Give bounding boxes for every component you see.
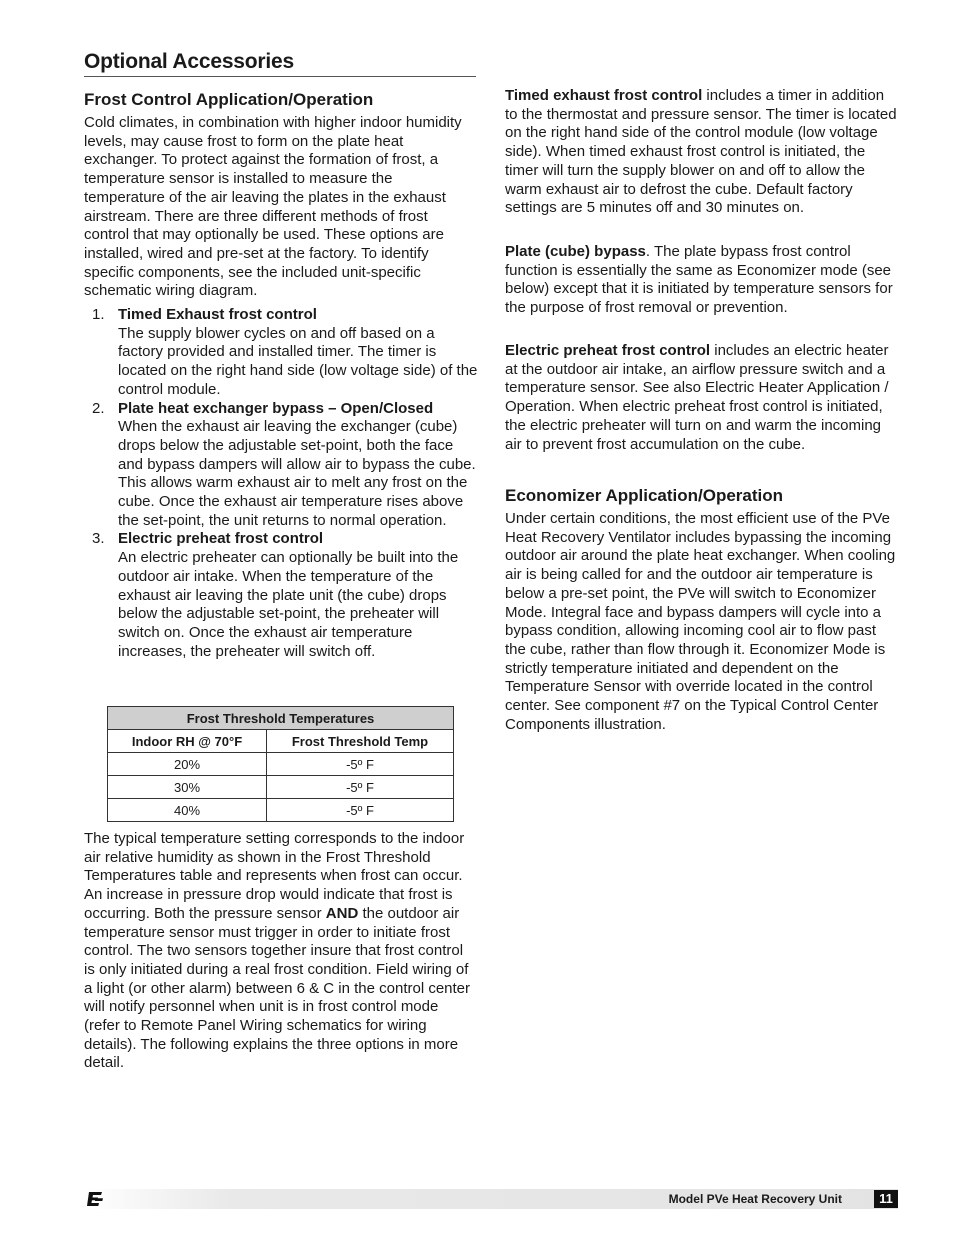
- economizer-heading: Economizer Application/Operation: [505, 486, 784, 505]
- electric-preheat-text: includes an electric heater at the outdoor air intake, an airflow pressure switch and a temperature sensor. See also Electric Heater Application / Operation. When electric preheat frost control is initiated, the electric preheater will turn on and warm the incoming air to prevent frost accumulation on the cube.: [505, 342, 889, 453]
- timed-exhaust-paragraph: [505, 87, 897, 218]
- table-header-rh: Indoor RH @ 70°F: [108, 730, 267, 753]
- closing-text-b: the outdoor air temperature sensor must trigger in order to initiate frost control. The two sensors together insure that frost control is only initiated during a real frost condition. Field wiring of a light (or other alarm) between 6 & C in the control center will notify personnel when unit is in frost control mode (refer to Remote Panel Wiring schematics for wiring details). The following explains the three options in more detail.: [84, 904, 471, 1072]
- table-cell: -5º F: [267, 753, 454, 776]
- plate-bypass-text: . The plate bypass frost control function is essentially the same as Economizer mode (see below) except that it is initiated by temperature sensors for the purpose of frost removal or prevention.: [505, 243, 893, 317]
- closing-text-a: The typical temperature setting corresponds to the indoor air relative humidity as shown in the Frost Threshold Temperatures table and represents when frost can occur. An increase in pressure drop would indicate that frost is occurring. Both the pressure sensor: [84, 830, 465, 922]
- brand-logo-icon: [86, 1190, 104, 1208]
- frost-intro-paragraph: Cold climates, in combination with higher indoor humidity levels, may cause frost to form on the plate heat exchanger. To protect against the formation of frost, a temperature sensor is installed to measure the temperature of the air leaving the plates in the exhaust airstream. There are three different methods of frost control that may optionally be used. These options are installed, wired and pre-set at the factory. To identify specific components, see the included unit-specific schematic wiring diagram.: [84, 114, 462, 300]
- table-row: [108, 753, 454, 776]
- electric-preheat-term: Electric preheat frost control: [505, 342, 711, 359]
- plate-bypass-paragraph: [505, 243, 897, 318]
- timed-exhaust-text: includes a timer in addition to the thermostat and pressure sensor. The timer is located on the right hand side of the control module (low voltage side). When timed exhaust frost control is initiated, the timer will turn the supply blower on and off to allow the warm exhaust air to defrost the cube. Default factory settings are 5 minutes off and 30 minutes on.: [505, 87, 897, 217]
- table-header-threshold: Frost Threshold Temp: [267, 730, 454, 753]
- method-number: 3.: [92, 530, 105, 548]
- method-title: Timed Exhaust frost control: [118, 306, 317, 323]
- method-body: The supply blower cycles on and off based on a factory provided and installed timer. The timer is located on the right hand side (low voltage side) of the control module.: [118, 324, 478, 398]
- table-row: [108, 799, 454, 822]
- method-title: Plate heat exchanger bypass – Open/Closed: [118, 399, 434, 417]
- economizer-paragraph: Under certain conditions, the most efficient use of the PVe Heat Recovery Ventilator includes bypassing the incoming outdoor air around the plate heat exchanger. When cooling air is being called for and the outdoor air temperature is below a pre-set point, the PVe will switch to Economizer Mode. Integral face and bypass dampers will cycle into a bypass condition, allowing incoming cool air to flow past the cube, rather than flow through it. Economizer Mode is strictly temperature initiated and dependent on the Temperature Sensor with override located in the control center. See component #7 on the Typical Control Center Components illustration.: [505, 510, 896, 733]
- method-body: An electric preheater can optionally be built into the outdoor air intake. When the temperature of the exhaust air leaving the plate unit (the cube) drops below the adjustable set-point, the preheater will switch on. Once the exhaust air temperature increases, the preheater will switch off.: [118, 549, 459, 660]
- page-number: 11: [874, 1190, 898, 1208]
- table-caption: Frost Threshold Temperatures: [108, 707, 454, 730]
- frost-threshold-table: [107, 706, 454, 822]
- page-title: Optional Accessories: [84, 50, 476, 77]
- table-cell: 20%: [108, 753, 267, 776]
- plate-bypass-term: Plate (cube) bypass: [505, 243, 646, 260]
- closing-emphasis: AND: [325, 904, 359, 922]
- electric-preheat-paragraph: [505, 342, 897, 454]
- method-number: 1.: [92, 306, 105, 323]
- method-item: [84, 530, 478, 661]
- frost-control-heading: Frost Control Application/Operation: [84, 90, 374, 109]
- model-label: Model PVe Heat Recovery Unit: [668, 1192, 842, 1206]
- table-row: [108, 776, 454, 799]
- method-body: When the exhaust air leaving the exchanger (cube) drops below the adjustable set-point, both the face and bypass dampers will allow air to bypass the cube. This allows warm exhaust air to melt any frost on the cube. Once the exhaust air temperature rises above the set-point, the unit returns to normal operation.: [118, 418, 476, 529]
- table-cell: -5º F: [267, 799, 454, 822]
- frost-methods-list: [84, 306, 478, 661]
- table-cell: -5º F: [267, 776, 454, 799]
- frost-closing-paragraph: [84, 830, 476, 1073]
- timed-exhaust-term: Timed exhaust frost control: [505, 87, 703, 104]
- method-number: 2.: [92, 399, 105, 417]
- table-cell: 40%: [108, 799, 267, 822]
- method-item: [84, 400, 478, 531]
- method-title: Electric preheat frost control: [118, 530, 324, 548]
- method-item: [84, 306, 478, 400]
- table-cell: 30%: [108, 776, 267, 799]
